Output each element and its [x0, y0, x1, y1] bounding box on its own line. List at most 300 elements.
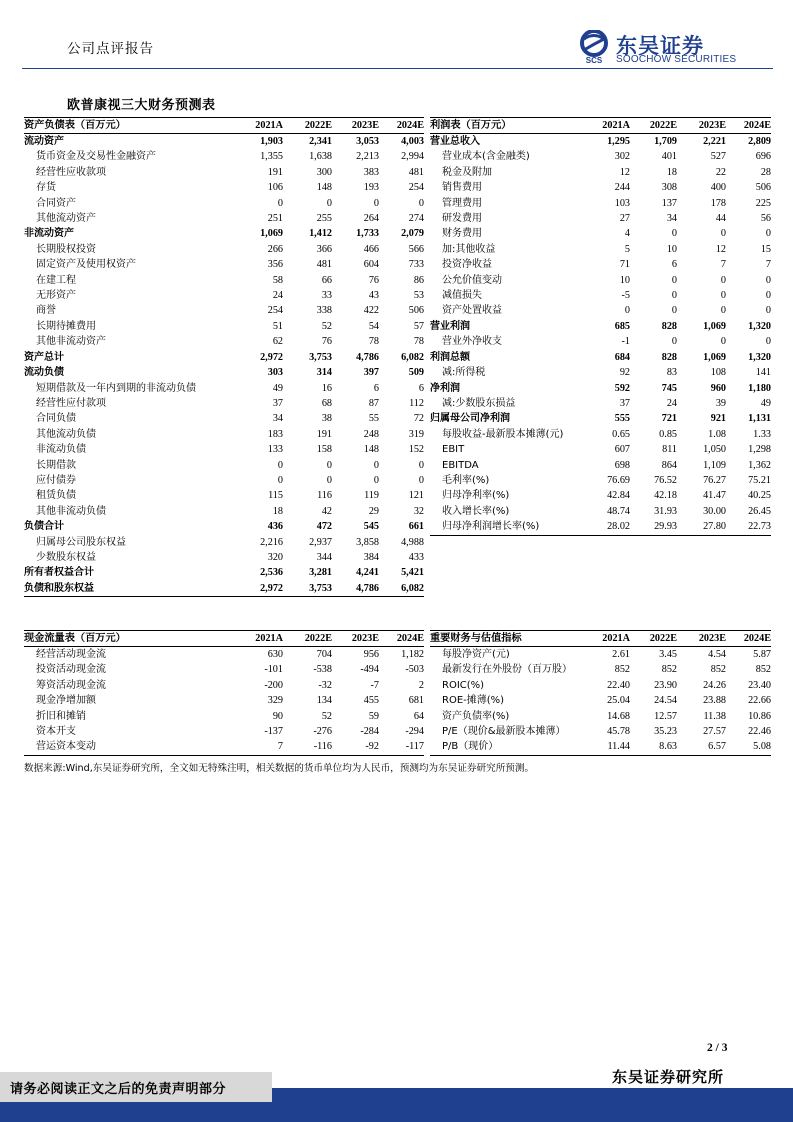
cell-value: 112 [409, 397, 424, 409]
cell-value: 10 [666, 243, 677, 255]
logo-mark-text: SCS [585, 56, 603, 64]
cell-value: 1,733 [356, 228, 379, 240]
cell-value: 864 [661, 459, 677, 471]
cell-value: 320 [267, 551, 283, 563]
cell-value: 27.80 [677, 519, 726, 535]
table-row [430, 519, 771, 535]
table-row [24, 411, 424, 426]
cell-value: 4,003 [401, 136, 424, 147]
page-number: 2 / 3 [707, 1042, 728, 1054]
row-label: 投资活动现金流 [36, 664, 106, 676]
cell-value: 22.46 [748, 726, 771, 738]
table-row [430, 134, 771, 150]
year-header: 2023E [677, 118, 726, 134]
cell-value: 1,412 [309, 228, 332, 240]
cell-value: 555 [614, 413, 630, 425]
cell-value: -294 [405, 726, 424, 738]
cell-value: 6,082 [379, 581, 424, 597]
table-row [24, 211, 424, 226]
cell-value: 103 [614, 197, 630, 209]
year-header: 2024E [379, 118, 424, 134]
row-label: 其他流动负债 [36, 428, 96, 440]
cell-value: 7 [720, 259, 726, 271]
cell-value: 33 [321, 290, 332, 302]
cell-value: 5.87 [753, 649, 771, 660]
cell-value: 1,069 [260, 228, 283, 240]
table-row [24, 739, 424, 755]
row-label: 每股净资产(元) [442, 649, 510, 660]
table-row [24, 257, 424, 272]
cell-value: 2,221 [703, 136, 726, 147]
row-label: 其他流动资产 [36, 213, 96, 225]
row-label: 毛利率(%) [442, 474, 490, 486]
cell-value: 134 [316, 695, 332, 707]
cell-value: 1,050 [703, 444, 726, 456]
table-row [24, 442, 424, 457]
row-label: 归母净利率(%) [442, 490, 510, 502]
cell-value: 0 [671, 290, 677, 302]
cell-value: -137 [264, 726, 283, 738]
cell-value: 24.54 [654, 695, 677, 707]
table-row [24, 396, 424, 411]
row-label: 长期股权投资 [36, 243, 96, 255]
table-row [430, 678, 771, 693]
cell-value: -32 [318, 679, 332, 691]
row-label: ROE-摊薄(%) [442, 695, 505, 707]
logo-english-name: SOOCHOW SECURITIES [616, 54, 737, 65]
cell-value: 1,903 [260, 136, 283, 147]
row-label: 经营性应收款项 [36, 166, 106, 178]
cell-value: 116 [317, 490, 332, 502]
cell-value: 1,320 [748, 351, 771, 363]
cell-value: 42.84 [607, 490, 630, 502]
cell-value: 0 [720, 274, 726, 286]
cell-value: 384 [363, 551, 379, 563]
cell-value: 15 [760, 243, 771, 255]
row-label: P/B（现价） [430, 739, 582, 755]
year-header: 2021A [582, 118, 630, 134]
cell-value: 1.33 [753, 428, 771, 440]
cell-value: 24.26 [703, 679, 726, 691]
row-label: 财务费用 [442, 228, 482, 240]
cell-value: 66 [321, 274, 332, 286]
cell-value: 148 [316, 182, 332, 194]
cell-value: 23.90 [654, 679, 677, 691]
cell-value: 0 [671, 336, 677, 348]
row-label: 短期借款及一年内到期的非流动负债 [36, 382, 196, 394]
cell-value: 921 [710, 413, 726, 425]
report-type: 公司点评报告 [67, 41, 154, 57]
table-row [430, 662, 771, 677]
cell-value: 2,972 [234, 581, 283, 597]
cell-value: 685 [614, 320, 630, 332]
cash-flow-table [24, 630, 424, 756]
cell-value: 34 [666, 213, 677, 225]
table-title: 利润表（百万元） [430, 118, 582, 134]
cell-value: -1 [621, 336, 630, 348]
cell-value: 264 [363, 213, 379, 225]
table-header-row [430, 118, 771, 134]
cell-value: 248 [363, 428, 379, 440]
table-row [24, 165, 424, 180]
cell-value: -538 [313, 664, 332, 676]
table-row [24, 242, 424, 257]
table-row [24, 381, 424, 396]
cell-value: 0 [765, 290, 771, 302]
year-header: 2022E [283, 631, 332, 647]
row-label: 货币资金及交易性金融资产 [36, 151, 156, 163]
cell-value: 338 [316, 305, 332, 317]
table-row [430, 211, 771, 226]
row-label: 非流动负债 [36, 444, 86, 456]
cell-value: 852 [661, 664, 677, 676]
cell-value: 78 [413, 336, 424, 348]
cell-value: 254 [267, 305, 283, 317]
row-label: 资本开支 [36, 726, 76, 738]
cell-value: 141 [755, 367, 771, 379]
cell-value: 397 [363, 367, 379, 379]
cell-value: 545 [363, 521, 379, 533]
cell-value: -200 [264, 679, 283, 691]
source-note: 数据来源:Wind,东吴证券研究所，全文如无特殊注明，相关数据的货币单位均为人民币，预测均为东吴证券研究所预测。 [24, 763, 535, 774]
cell-value: 527 [710, 151, 726, 163]
cell-value: 2.61 [612, 649, 630, 660]
row-label: 公允价值变动 [442, 274, 502, 286]
year-header: 2023E [332, 118, 379, 134]
cell-value: 721 [661, 413, 677, 425]
row-label: 资产总计 [24, 351, 64, 363]
table-header-row [24, 631, 424, 647]
table-row [24, 693, 424, 708]
cell-value: 83 [666, 367, 677, 379]
cell-value: 10 [619, 274, 630, 286]
cell-value: 29.93 [630, 519, 677, 535]
cell-value: 76.69 [607, 474, 630, 486]
row-label: 其他非流动资产 [36, 336, 106, 348]
cell-value: 22.73 [726, 519, 771, 535]
cell-value: 2,809 [748, 136, 771, 147]
cell-value: 53 [413, 290, 424, 302]
table-row [430, 411, 771, 426]
cell-value: 2,079 [401, 228, 424, 240]
cell-value: 12 [619, 166, 630, 178]
cell-value: 32 [413, 505, 424, 517]
cell-value: 400 [710, 182, 726, 194]
cell-value: 87 [368, 397, 379, 409]
cell-value: 75.21 [748, 474, 771, 486]
cell-value: 383 [363, 166, 379, 178]
cell-value: 10.86 [748, 710, 771, 722]
row-label: 减:所得税 [442, 367, 486, 379]
cell-value: 6 [418, 382, 424, 394]
cell-value: 64 [413, 710, 424, 722]
row-label: 最新发行在外股份（百万股） [442, 664, 572, 676]
table-header-row [24, 118, 424, 134]
cell-value: 12.57 [654, 710, 677, 722]
cell-value: 0 [720, 228, 726, 240]
cell-value: 22.66 [748, 695, 771, 707]
cell-value: 366 [316, 243, 332, 255]
year-header: 2021A [234, 631, 283, 647]
table-row [24, 180, 424, 195]
table-row [430, 350, 771, 365]
cell-value: 45.78 [607, 726, 630, 738]
table-row [430, 226, 771, 241]
soochow-logo-icon [578, 30, 610, 64]
table-row [24, 678, 424, 693]
cell-value: 745 [661, 382, 677, 394]
row-label: 每股收益-最新股本摊薄(元) [442, 428, 564, 440]
year-header: 2024E [726, 631, 771, 647]
cell-value: 14.68 [607, 710, 630, 722]
cell-value: -116 [283, 739, 332, 755]
cell-value: 506 [755, 182, 771, 194]
row-label: 管理费用 [442, 197, 482, 209]
table-row [24, 273, 424, 288]
table-row [24, 196, 424, 211]
cell-value: 76.27 [703, 474, 726, 486]
cell-value: 0 [373, 474, 379, 486]
cell-value: 52 [321, 710, 332, 722]
table-row [430, 180, 771, 195]
cell-value: 108 [710, 367, 726, 379]
cell-value: 4 [624, 228, 630, 240]
row-label: 商誉 [36, 305, 56, 317]
cell-value: 7 [234, 739, 283, 755]
cell-value: 0 [418, 197, 424, 209]
cell-value: 661 [408, 521, 424, 533]
table-row [430, 334, 771, 349]
cell-value: 566 [408, 243, 424, 255]
cell-value: 433 [408, 551, 424, 563]
cell-value: 3,753 [283, 581, 332, 597]
cell-value: 0 [326, 474, 332, 486]
cell-value: 0 [765, 305, 771, 317]
cell-value: 3,858 [356, 536, 379, 548]
cell-value: 6,082 [401, 351, 424, 363]
cell-value: 244 [614, 182, 630, 194]
year-header: 2023E [677, 631, 726, 647]
table-row [430, 427, 771, 442]
cell-value: 58 [272, 274, 283, 286]
table-row [430, 442, 771, 457]
cell-value: 178 [710, 197, 726, 209]
row-label: 筹资活动现金流 [36, 679, 106, 691]
row-label: 营业总收入 [430, 136, 480, 147]
row-label: 归属母公司股东权益 [36, 536, 126, 548]
cell-value: 42.18 [654, 490, 677, 502]
row-label: 减值损失 [442, 290, 482, 302]
cell-value: 0 [418, 459, 424, 471]
cell-value: 314 [316, 367, 332, 379]
cell-value: 6 [373, 382, 379, 394]
cell-value: 960 [710, 382, 726, 394]
row-label: 非流动资产 [24, 228, 74, 240]
table-row [430, 303, 771, 318]
table-row [24, 488, 424, 503]
table-row [24, 458, 424, 473]
year-header: 2023E [332, 631, 379, 647]
cell-value: -503 [405, 664, 424, 676]
cell-value: 43 [368, 290, 379, 302]
cell-value: 0 [765, 274, 771, 286]
row-label: 长期借款 [36, 459, 76, 471]
cell-value: 0.85 [659, 428, 677, 440]
cell-value: 300 [316, 166, 332, 178]
table-row [24, 581, 424, 597]
cell-value: 12 [715, 243, 726, 255]
row-label: 在建工程 [36, 274, 76, 286]
row-label: 流动资产 [24, 136, 64, 147]
cell-value: 3.45 [659, 649, 677, 660]
cell-value: 828 [661, 320, 677, 332]
cell-value: -92 [332, 739, 379, 755]
cell-value: 18 [272, 505, 283, 517]
cell-value: 11.38 [703, 710, 726, 722]
cell-value: 0 [671, 274, 677, 286]
row-label: 少数股东权益 [36, 551, 96, 563]
cell-value: 2,216 [260, 536, 283, 548]
cell-value: 106 [267, 182, 283, 194]
cell-value: 4.54 [708, 649, 726, 660]
row-label: 营运资本变动 [24, 739, 234, 755]
cell-value: 704 [316, 649, 332, 660]
row-label: 投资净收益 [442, 259, 492, 271]
year-header: 2022E [283, 118, 332, 134]
row-label: 所有者权益合计 [24, 567, 94, 579]
cell-value: 852 [614, 664, 630, 676]
cell-value: 90 [272, 710, 283, 722]
income-statement-table [430, 117, 771, 536]
cell-value: 38 [321, 413, 332, 425]
row-label: 合同资产 [36, 197, 76, 209]
cell-value: -101 [264, 664, 283, 676]
row-label: 经营活动现金流 [36, 649, 106, 660]
cell-value: 55 [368, 413, 379, 425]
cell-value: 436 [267, 521, 283, 533]
cell-value: 466 [363, 243, 379, 255]
cell-value: 24 [666, 397, 677, 409]
cell-value: 5 [624, 243, 630, 255]
cell-value: 255 [316, 213, 332, 225]
cell-value: 1,109 [703, 459, 726, 471]
row-label: 固定资产及使用权资产 [36, 259, 136, 271]
table-row [430, 647, 771, 663]
cell-value: 76 [321, 336, 332, 348]
cell-value: 133 [267, 444, 283, 456]
table-row [430, 381, 771, 396]
cell-value: 481 [316, 259, 332, 271]
cell-value: 266 [267, 243, 283, 255]
cell-value: 506 [408, 305, 424, 317]
cell-value: 852 [755, 664, 771, 676]
cell-value: 1,638 [309, 151, 332, 163]
row-label: 营业利润 [430, 320, 470, 332]
cell-value: 0 [277, 459, 283, 471]
cell-value: 86 [413, 274, 424, 286]
page-title: 欧普康视三大财务预测表 [67, 98, 216, 113]
cell-value: 76.52 [654, 474, 677, 486]
cell-value: 303 [267, 367, 283, 379]
cell-value: 59 [368, 710, 379, 722]
cell-value: 76 [368, 274, 379, 286]
cell-value: 11.44 [582, 739, 630, 755]
cell-value: 302 [614, 151, 630, 163]
cell-value: 48.74 [607, 505, 630, 517]
cell-value: 0 [277, 197, 283, 209]
cell-value: 57 [413, 320, 424, 332]
cell-value: 191 [267, 166, 283, 178]
cell-value: 37 [619, 397, 630, 409]
table-row [430, 724, 771, 739]
table-row [430, 396, 771, 411]
cell-value: 25.04 [607, 695, 630, 707]
cell-value: 0 [326, 197, 332, 209]
row-label: 流动负债 [24, 367, 64, 379]
row-label: 净利润 [430, 382, 460, 394]
cell-value: 3,281 [309, 567, 332, 579]
cell-value: 115 [268, 490, 283, 502]
cell-value: 137 [661, 197, 677, 209]
cell-value: 696 [755, 151, 771, 163]
cell-value: 1,298 [748, 444, 771, 456]
year-header: 2024E [726, 118, 771, 134]
logo-chinese-name: 东吴证券 [616, 34, 704, 58]
cell-value: 34 [272, 413, 283, 425]
cell-value: 344 [316, 551, 332, 563]
cell-value: 1,182 [401, 649, 424, 660]
cell-value: 254 [408, 182, 424, 194]
table-row [430, 488, 771, 503]
cell-value: 0 [671, 305, 677, 317]
cell-value: 31.93 [654, 505, 677, 517]
row-label: 长期待摊费用 [36, 320, 96, 332]
cell-value: 193 [363, 182, 379, 194]
cell-value: 52 [321, 320, 332, 332]
cell-value: 1,069 [703, 320, 726, 332]
row-label: 折旧和摊销 [36, 710, 86, 722]
cell-value: -7 [370, 679, 379, 691]
row-label: EBIT [442, 444, 465, 456]
cell-value: 225 [755, 197, 771, 209]
cell-value: 44 [715, 213, 726, 225]
table-row [24, 319, 424, 334]
row-label: 收入增长率(%) [442, 505, 510, 517]
table-row [24, 288, 424, 303]
cell-value: -284 [360, 726, 379, 738]
cell-value: 18 [666, 166, 677, 178]
row-label: 其他非流动负债 [36, 505, 106, 517]
row-label: ROIC(%) [442, 679, 485, 691]
cell-value: 49 [760, 397, 771, 409]
row-label: 归属母公司净利润 [430, 413, 510, 425]
cell-value: 319 [408, 428, 424, 440]
table-row [24, 535, 424, 550]
cell-value: 3,053 [356, 136, 379, 147]
table-row [430, 458, 771, 473]
cell-value: 28.02 [582, 519, 630, 535]
cell-value: 2,937 [309, 536, 332, 548]
table-title: 现金流量表（百万元） [24, 631, 234, 647]
cell-value: 956 [363, 649, 379, 660]
cell-value: 4,241 [356, 567, 379, 579]
cell-value: 401 [661, 151, 677, 163]
cell-value: 0 [373, 197, 379, 209]
cell-value: 356 [267, 259, 283, 271]
cell-value: -117 [379, 739, 424, 755]
cell-value: 72 [413, 413, 424, 425]
cell-value: 0 [720, 305, 726, 317]
